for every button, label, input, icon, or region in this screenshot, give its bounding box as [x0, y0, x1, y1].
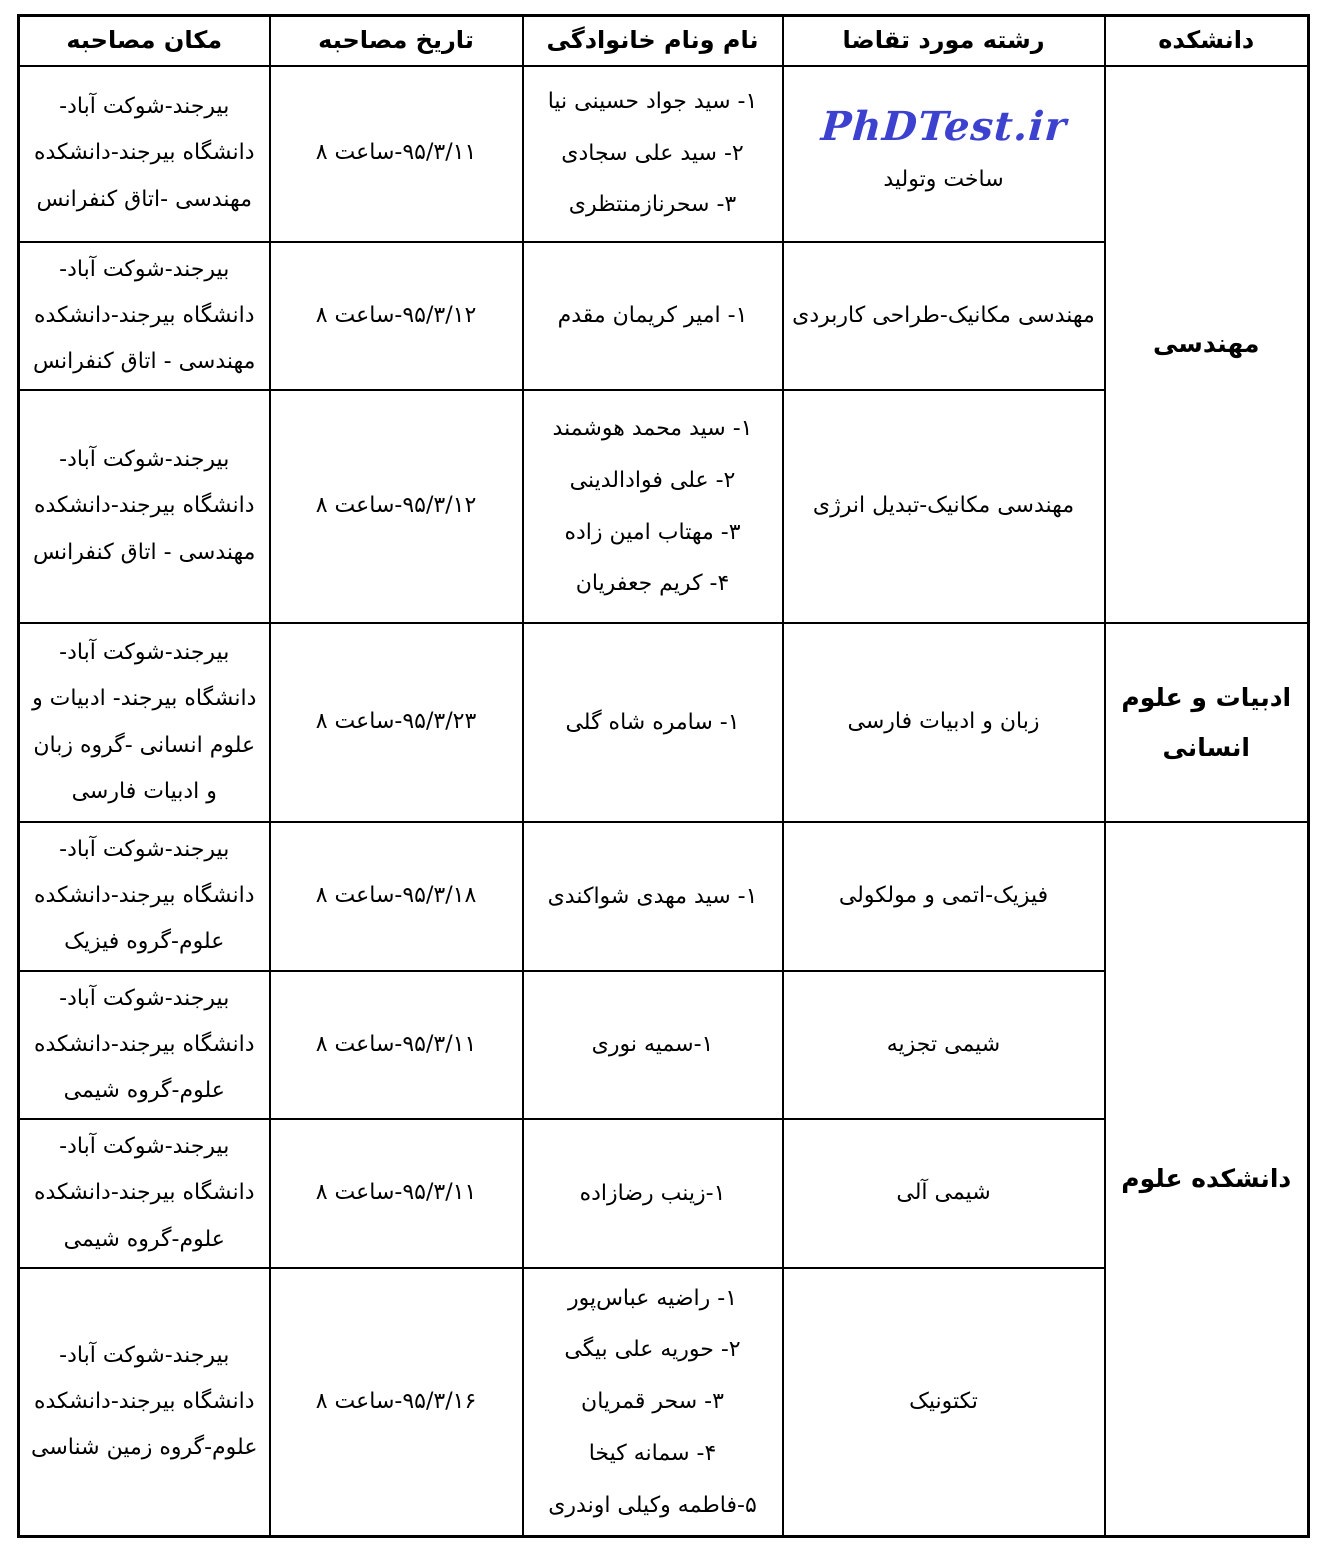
names-cell — [523, 1119, 783, 1268]
candidate-name: ۴- سمانه کیخا — [588, 1440, 717, 1466]
faculty-cell-engineering: مهندسی — [1105, 66, 1309, 624]
candidate-name: ۱- سید مهدی شواکندی — [547, 883, 758, 909]
header-row — [19, 16, 1309, 66]
candidate-name: ۱- راضیه عباس‌پور — [567, 1285, 738, 1311]
location-cell: بیرجند-شوکت آباد- دانشگاه بیرجند-دانشکده علوم-گروه شیمی — [19, 971, 270, 1120]
names-cell — [523, 66, 783, 242]
field-cell — [783, 66, 1105, 242]
candidate-name: ۳- سحر قمریان — [581, 1389, 724, 1415]
date-cell: ۹۵/۳/۱۸-ساعت ۸ — [270, 822, 523, 971]
candidate-name: ۴- کریم جعفریان — [575, 571, 730, 597]
candidate-name: ۲- سید علی سجادی — [561, 140, 744, 166]
candidate-name: ۱- سامره شاه گلی — [565, 709, 740, 735]
location-cell: بیرجند-شوکت آباد- دانشگاه بیرجند- ادبیات و علوم انسانی -گروه زبان و ادبیات فارسی — [19, 623, 270, 822]
field-cell: تکتونیک — [783, 1268, 1105, 1537]
header-faculty: دانشکده — [1105, 16, 1309, 66]
names-cell — [523, 623, 783, 822]
candidate-name: ۳- سحرنازمنتظری — [568, 192, 737, 218]
field-cell: فیزیک-اتمی و مولکولی — [783, 822, 1105, 971]
field-cell: مهندسی مکانیک-طراحی کاربردی — [783, 242, 1105, 391]
candidate-name: ۲- حوریه علی بیگی — [564, 1337, 741, 1363]
field-cell: شیمی تجزیه — [783, 971, 1105, 1120]
candidate-name: ۱-زینب رضازاده — [579, 1180, 726, 1206]
names-cell — [523, 822, 783, 971]
header-location: مکان مصاحبه — [19, 16, 270, 66]
names-cell — [523, 242, 783, 391]
table-row — [19, 623, 1309, 822]
candidate-name: ۱- سید محمد هوشمند — [552, 416, 753, 442]
names-cell — [523, 971, 783, 1120]
interview-schedule-table — [17, 14, 1310, 1538]
faculty-cell-literature: ادبیات و علوم انسانی — [1105, 623, 1309, 822]
date-cell: ۹۵/۳/۲۳-ساعت ۸ — [270, 623, 523, 822]
names-cell — [523, 390, 783, 623]
faculty-cell-science: دانشکده علوم — [1105, 822, 1309, 1537]
candidate-name: ۲- علی فوادالدینی — [569, 467, 736, 493]
date-cell: ۹۵/۳/۱۲-ساعت ۸ — [270, 242, 523, 391]
field-cell: زبان و ادبیات فارسی — [783, 623, 1105, 822]
table-row — [19, 66, 1309, 242]
date-cell: ۹۵/۳/۱۶-ساعت ۸ — [270, 1268, 523, 1537]
candidate-name: ۱- امیر کریمان مقدم — [557, 302, 748, 328]
header-date: تاریخ مصاحبه — [270, 16, 523, 66]
names-cell — [523, 1268, 783, 1537]
location-cell: بیرجند-شوکت آباد- دانشگاه بیرجند-دانشکده علوم-گروه زمین شناسی — [19, 1268, 270, 1537]
location-cell: بیرجند-شوکت آباد- دانشگاه بیرجند-دانشکده علوم-گروه فیزیک — [19, 822, 270, 971]
candidate-name: ۱-سمیه نوری — [591, 1032, 714, 1058]
header-names: نام ونام خانوادگی — [523, 16, 783, 66]
date-cell: ۹۵/۳/۱۱-ساعت ۸ — [270, 66, 523, 242]
location-cell: بیرجند-شوکت آباد- دانشگاه بیرجند-دانشکده مهندسی - اتاق کنفرانس — [19, 242, 270, 391]
field-cell: مهندسی مکانیک-تبدیل انرژی — [783, 390, 1105, 623]
phdtest-watermark: PhDTest.ir — [819, 103, 1069, 151]
candidate-name: ۵-فاطمه وکیلی اوندری — [548, 1492, 757, 1518]
header-field: رشته مورد تقاضا — [783, 16, 1105, 66]
location-cell: بیرجند-شوکت آباد- دانشگاه بیرجند-دانشکده علوم-گروه شیمی — [19, 1119, 270, 1268]
location-cell: بیرجند-شوکت آباد- دانشگاه بیرجند-دانشکده مهندسی -اتاق کنفرانس — [19, 66, 270, 242]
date-cell: ۹۵/۳/۱۱-ساعت ۸ — [270, 971, 523, 1120]
date-cell: ۹۵/۳/۱۱-ساعت ۸ — [270, 1119, 523, 1268]
field-label: ساخت وتولید — [883, 167, 1004, 193]
table-row — [19, 822, 1309, 971]
candidate-name: ۱- سید جواد حسینی نیا — [547, 88, 758, 114]
field-cell: شیمی آلی — [783, 1119, 1105, 1268]
candidate-name: ۳- مهتاب امین زاده — [564, 519, 741, 545]
date-cell: ۹۵/۳/۱۲-ساعت ۸ — [270, 390, 523, 623]
location-cell: بیرجند-شوکت آباد- دانشگاه بیرجند-دانشکده مهندسی - اتاق کنفرانس — [19, 390, 270, 623]
